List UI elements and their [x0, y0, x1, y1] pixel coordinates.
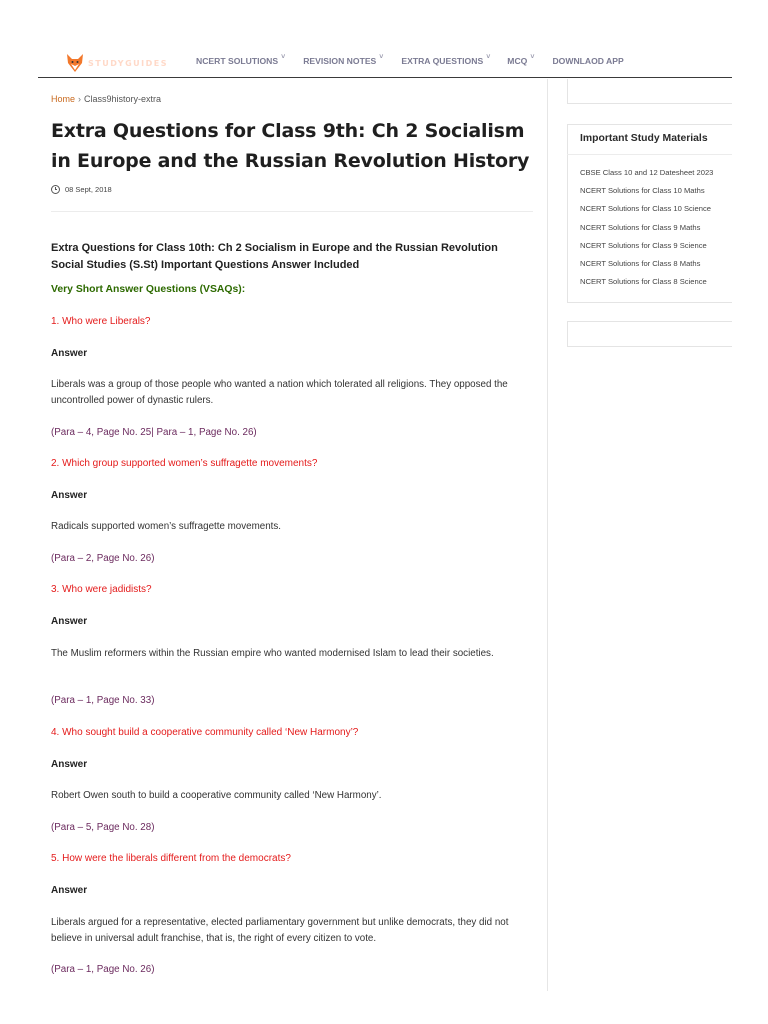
reference-2: (Para – 2, Page No. 26) [51, 553, 155, 564]
reference-3: (Para – 1, Page No. 33) [51, 695, 155, 706]
answer-text-3: The Muslim reformers within the Russian empire who wanted modernised Islam to lead their societies. [51, 648, 494, 659]
site-logo[interactable] [66, 52, 168, 74]
question-1: 1. Who were Liberals? [51, 316, 151, 327]
answer-label-2: Answer [51, 490, 88, 501]
chevron-down-icon: ˅ [486, 54, 491, 61]
answer-text-5: Liberals argued for a representative, elected parliamentary government but unlike democrats, they did not believe in universal adult franchise, that is, the right of every citizen to vote. [51, 917, 509, 944]
question-2: 2. Which group supported women’s suffragette movements? [51, 458, 318, 469]
clock-icon [51, 185, 60, 194]
section-label: Very Short Answer Questions (VSAQs): [51, 284, 246, 295]
question-3: 3. Who were jadidists? [51, 584, 152, 595]
nav-revision-notes[interactable]: REVISION NOTES ˅ [303, 54, 384, 66]
fox-logo-icon [66, 53, 84, 73]
answer-text-1: Liberals was a group of those people who wanted a nation which tolerated all religions. They opposed the uncontrolled power of dynastic rulers. [51, 379, 508, 406]
post-date-text: 08 Sept, 2018 [65, 185, 112, 194]
nav-extra-questions[interactable]: EXTRA QUESTIONS ˅ [401, 54, 491, 66]
sidebar-link-class9-maths[interactable]: NCERT Solutions for Class 9 Maths [580, 222, 701, 232]
chevron-down-icon: ˅ [379, 54, 384, 61]
breadcrumb-separator: › [78, 94, 82, 104]
chevron-down-icon: ˅ [281, 54, 286, 61]
logo-text: STUDYGUIDES [88, 58, 168, 68]
title-divider [51, 211, 533, 212]
answer-label-5: Answer [51, 885, 88, 896]
reference-5: (Para – 1, Page No. 26) [51, 964, 155, 975]
nav-mcq[interactable]: MCQ ˅ [507, 54, 535, 66]
sidebar-link-class8-maths[interactable]: NCERT Solutions for Class 8 Maths [580, 258, 701, 268]
reference-1: (Para – 4, Page No. 25| Para – 1, Page No. 26) [51, 427, 257, 438]
answer-label-3: Answer [51, 616, 88, 627]
chevron-down-icon: ˅ [530, 54, 535, 61]
sidebar-title: Important Study Materials [580, 133, 708, 144]
sidebar-link-class9-science[interactable]: NCERT Solutions for Class 9 Science [580, 240, 707, 250]
sidebar-widget-empty-2 [567, 321, 732, 347]
breadcrumb [51, 94, 161, 104]
answer-label-1: Answer [51, 348, 88, 359]
post-date [51, 185, 112, 194]
breadcrumb-current: Class9history-extra [84, 94, 162, 104]
main-nav [196, 56, 624, 66]
sidebar-link-class10-maths[interactable]: NCERT Solutions for Class 10 Maths [580, 186, 705, 196]
nav-download-app[interactable]: DOWNLAOD APP [552, 56, 624, 66]
column-divider [547, 79, 548, 991]
answer-text-2: Radicals supported women’s suffragette movements. [51, 521, 281, 532]
answer-label-4: Answer [51, 759, 88, 770]
sidebar-title-divider [567, 154, 732, 155]
page-title: Extra Questions for Class 9th: Ch 2 Socialism in Europe and the Russian Revolution History [51, 120, 530, 172]
sidebar-widget-empty [567, 79, 732, 104]
sidebar-link-class10-science[interactable]: NCERT Solutions for Class 10 Science [580, 204, 711, 214]
sidebar-link-list [580, 166, 732, 293]
site-header [38, 40, 732, 78]
article-subheading: Extra Questions for Class 10th: Ch 2 Socialism in Europe and the Russian Revolution Social Studies (S.St) Important Questions Answer Included [51, 242, 498, 271]
sidebar-link-datesheet[interactable]: CBSE Class 10 and 12 Datesheet 2023 [580, 168, 714, 177]
breadcrumb-home-link[interactable]: Home [51, 94, 76, 104]
nav-ncert-solutions[interactable]: NCERT SOLUTIONS ˅ [196, 54, 286, 66]
question-4: 4. Who sought build a cooperative community called ‘New Harmony’? [51, 727, 359, 738]
sidebar-link-class8-science[interactable]: NCERT Solutions for Class 8 Science [580, 277, 707, 287]
reference-4: (Para – 5, Page No. 28) [51, 822, 155, 833]
question-5: 5. How were the liberals different from the democrats? [51, 853, 291, 864]
answer-text-4: Robert Owen south to build a cooperative community called ‘New Harmony’. [51, 790, 382, 801]
